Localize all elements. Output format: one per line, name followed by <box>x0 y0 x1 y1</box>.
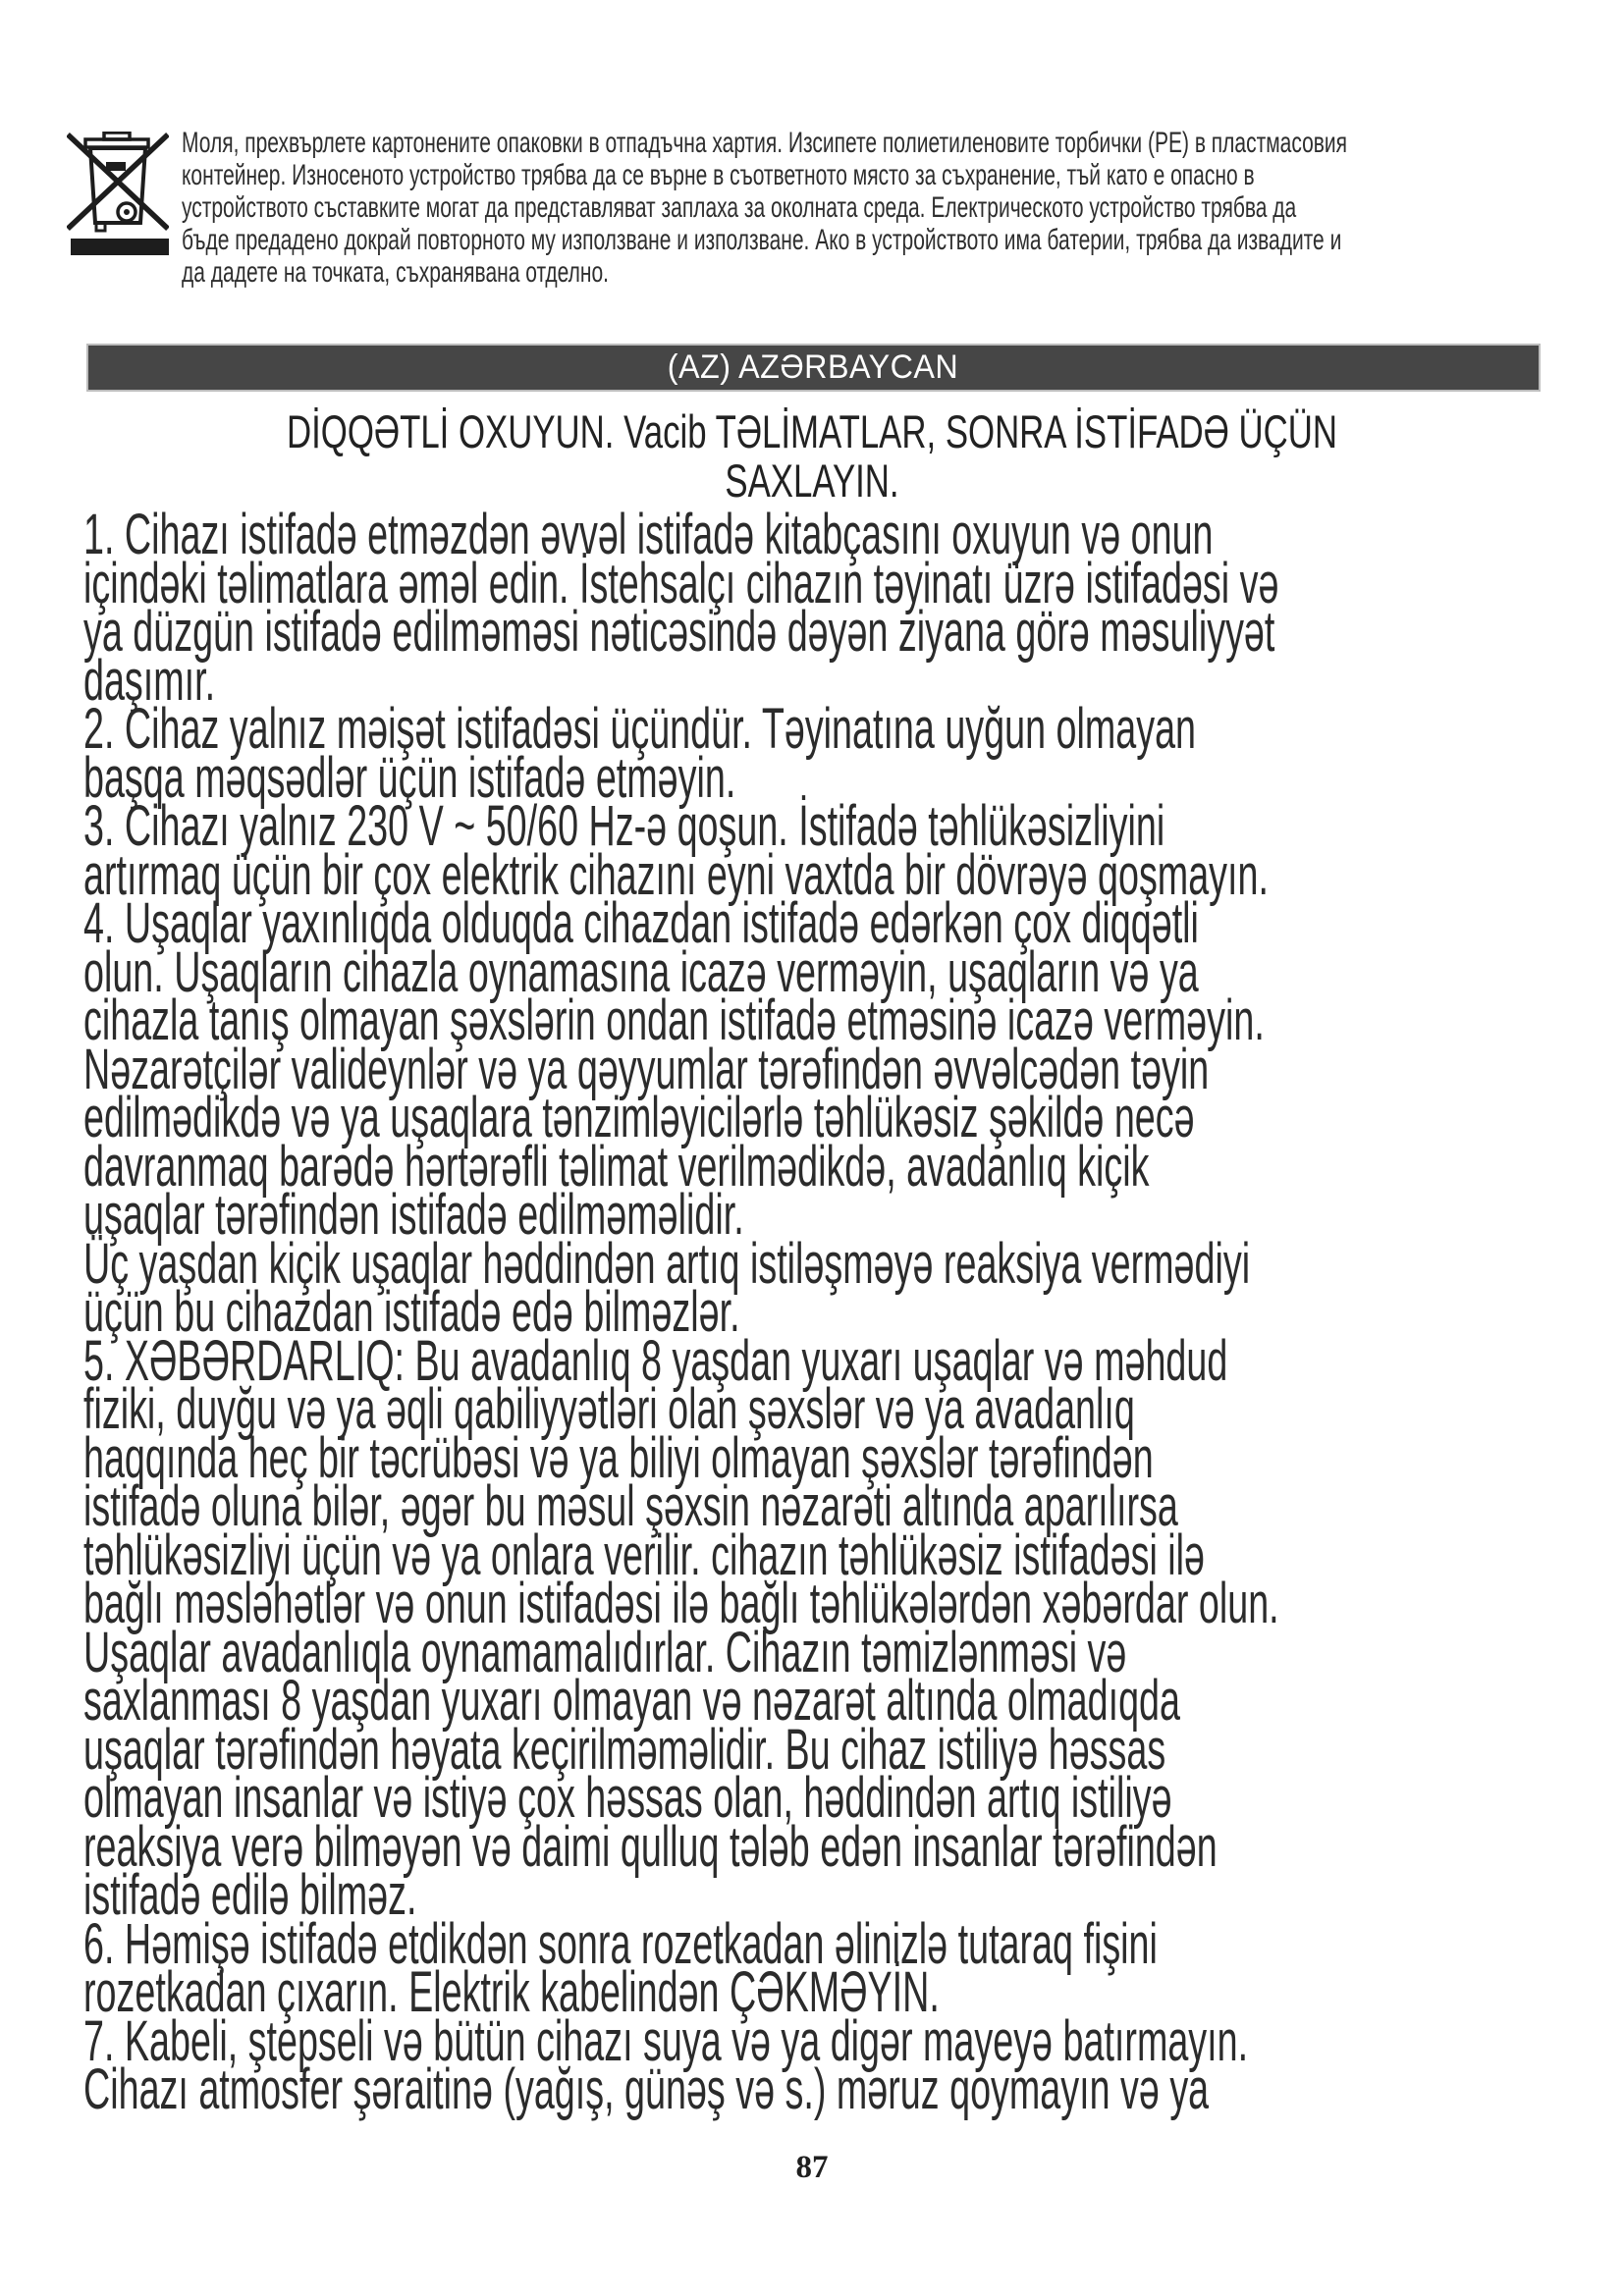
text-line: бъде предадено докрай повторното му използване и използване. Ако в устройството има батерии, трябва да извадите и <box>182 224 1342 256</box>
text-line: Cihazı atmosfer şəraitinə (yağış, günəş və s.) məruz qoymayın və ya <box>83 2057 1210 2121</box>
text-line: контейнер. Износеното устройство трябва да се върне в съответното място за съхранение, тъй като е опасно в <box>182 159 1255 191</box>
text-line: Üç yaşdan kiçik uşaqlar həddindən artıq istiləşməyə reaksiya vermədiyi <box>83 1231 1251 1296</box>
text-line: uşaqlar tərəfindən həyata keçirilməməlidir. Bu cihaz istiliyə həssas <box>83 1717 1166 1782</box>
text-line: daşımır. <box>83 648 216 713</box>
text-line: Nəzarətçilər valideynlər və ya qəyyumlar tərəfindən əvvəlcədən təyin <box>83 1037 1210 1101</box>
text-line: davranmaq barədə hərtərəfli təlimat verilmədikdə, avadanlıq kiçik <box>83 1134 1150 1199</box>
text-line: cihazla tanış olmayan şəxslərin ondan istifadə etməsinə icazə verməyin. <box>83 988 1265 1052</box>
text-line: başqa məqsədlər üçün istifadə etməyin. <box>83 745 736 810</box>
text-line: SAXLAYIN. <box>725 454 899 507</box>
page-number: 87 <box>795 2150 829 2185</box>
text-line: içindəki təlimatlara əməl edin. İstehsalçı cihazın təyinatı üzrə istifadəsi və <box>83 551 1279 615</box>
instruction-paragraph <box>83 1911 1158 2024</box>
text-line: 2. Cihaz yalnız məişət istifadəsi üçündür. Təyinatına uyğun olmayan <box>83 697 1197 761</box>
text-line: reaksiya verə bilməyən və daimi qulluq tələb edən insanlar tərəfindən <box>83 1814 1218 1879</box>
instructions-text <box>83 503 1279 2121</box>
text-line: təhlükəsizliyi üçün və ya onlara verilir. cihazın təhlükəsiz istifadəsi ilə <box>83 1522 1206 1587</box>
text-line: ya düzgün istifadə edilməməsi nəticəsində dəyən ziyana görə məsuliyyət <box>83 600 1275 664</box>
text-line: olmayan insanlar və istiyə çox həssas olan, həddindən artıq istiliyə <box>83 1766 1172 1830</box>
text-line: устройството съставките могат да представляват заплаха за околната среда. Електрическото устройство трябва да <box>182 191 1297 224</box>
instruction-paragraph <box>83 794 1269 907</box>
language-section-label: (AZ) AZƏRBAYCAN <box>668 348 959 386</box>
text-line: istifadə edilə bilməz. <box>83 1863 417 1927</box>
text-line: saxlanması 8 yaşdan yuxarı olmayan və nəzarət altında olmadıqda <box>83 1669 1180 1733</box>
instruction-paragraph <box>83 1231 1251 1344</box>
text-line: 3. Cihazı yalnız 230 V ~ 50/60 Hz-ə qoşun. İstifadə təhlükəsizliyini <box>83 794 1165 858</box>
text-line: uşaqlar tərəfindən istifadə edilməməlidir. <box>83 1183 744 1247</box>
instruction-paragraph <box>83 2008 1249 2121</box>
text-line: istifadə oluna bilər, əgər bu məsul şəxsin nəzarəti altında aparılırsa <box>83 1474 1178 1538</box>
text-line: bağlı məsləhətlər və onun istifadəsi ilə bağlı təhlükələrdən xəbərdar olun. <box>83 1572 1279 1635</box>
text-line: edilmədikdə və ya uşaqlara tənzimləyicilərlə təhlükəsiz şəkildə necə <box>83 1086 1195 1149</box>
text-line: Uşaqlar avadanlıqla oynamamalıdırlar. Cihazın təmizlənməsi və <box>83 1620 1127 1684</box>
text-line: 6. Həmişə istifadə etdikdən sonra rozetkadan əlinizlə tutaraq fişini <box>83 1911 1158 1976</box>
text-line: üçün bu cihazdan istifadə edə bilməzlər. <box>83 1280 740 1344</box>
text-line: fiziki, duyğu və ya əqli qabiliyyətləri olan şəxslər və ya avadanlıq <box>83 1377 1135 1441</box>
instruction-paragraph <box>83 891 1265 1247</box>
language-section-header <box>86 344 1541 392</box>
text-line: да дадете на точката, съхранявана отделно. <box>182 256 609 289</box>
instruction-paragraph <box>83 697 1197 810</box>
text-line: DİQQƏTLİ OXUYUN. Vacib TƏLİMATLAR, SONRA İSTİFADƏ ÜÇÜN <box>287 405 1337 457</box>
instruction-paragraph <box>83 503 1279 713</box>
recycling-notice-text <box>182 127 1348 289</box>
weee-crossed-bin-icon <box>67 132 169 257</box>
instruction-paragraph <box>83 1328 1279 1927</box>
text-line: 1. Cihazı istifadə etməzdən əvvəl istifadə kitabçasını oxuyun və onun <box>83 503 1214 566</box>
text-line: 5. XƏBƏRDARLIQ: Bu avadanlıq 8 yaşdan yuxarı uşaqlar və məhdud <box>83 1328 1228 1393</box>
text-line: haqqında heç bir təcrübəsi və ya biliyi olmayan şəxslər tərəfindən <box>83 1425 1154 1490</box>
text-line: rozetkadan çıxarın. Elektrik kabelindən ÇƏKMƏYİN. <box>83 1960 940 2024</box>
text-line: Моля, прехвърлете картонените опаковки в отпадъчна хартия. Изсипете полиетиленовите торбички (PE) в пластмасовия <box>182 127 1348 159</box>
document-title <box>83 407 1541 506</box>
text-line: 7. Kabeli, ştepseli və bütün cihazı suya və ya digər mayeyə batırmayın. <box>83 2008 1249 2073</box>
text-line: 4. Uşaqlar yaxınlıqda olduqda cihazdan istifadə edərkən çox diqqətli <box>83 891 1199 955</box>
text-line: olun. Uşaqların cihazla oynamasına icazə verməyin, uşaqların və ya <box>83 939 1199 1004</box>
text-line: artırmaq üçün bir çox elektrik cihazını eyni vaxtda bir dövrəyə qoşmayın. <box>83 842 1269 907</box>
